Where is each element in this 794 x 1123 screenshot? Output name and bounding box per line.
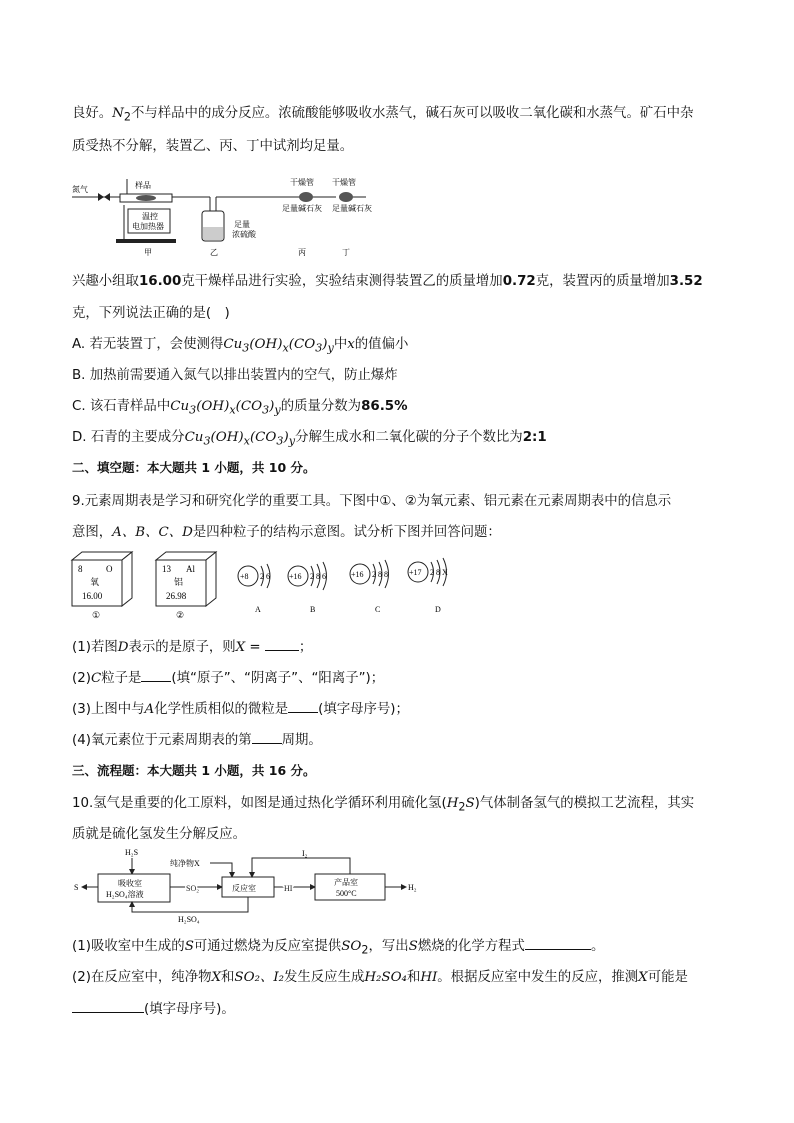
text: 良好。	[72, 106, 113, 121]
h2so4-label: H₂SO₄	[178, 915, 200, 924]
acid-label-1: 足量	[234, 220, 250, 229]
jia-label: 甲	[144, 248, 152, 257]
q9-sub-2	[72, 667, 384, 686]
text: A. 若无装置丁，会使测得	[72, 337, 224, 352]
text: 10.氢气是重要的化工原料，如图是通过热化学循环利用硫化氢(	[72, 796, 447, 811]
text: 不与样品中的成分反应。浓硫酸能够吸收水蒸气，碱石灰可以吸收二氧化碳和水蒸气。矿石中杂	[131, 106, 694, 121]
acid-fill	[203, 227, 223, 240]
text: 。	[590, 939, 605, 954]
text: 兴趣小组取	[72, 274, 139, 289]
heater-label-2: 电加热器	[132, 222, 164, 231]
subscript: 2	[361, 943, 369, 957]
absorber-label-1: 吸收室	[118, 879, 142, 888]
text: 周期。	[281, 733, 322, 748]
nucleus-charge: +8	[240, 572, 249, 581]
answer-blank[interactable]	[265, 636, 299, 651]
nitrogen-label: 氮气	[72, 185, 88, 194]
value: 2:1	[522, 430, 547, 445]
atom-label: B	[310, 605, 316, 614]
element-name: 铝	[174, 577, 184, 587]
formula-part: )	[322, 337, 328, 352]
formula-part: Cu	[184, 430, 204, 445]
electron-shells: 2 8 X	[430, 568, 448, 577]
so2-label: SO₂	[186, 884, 200, 893]
value: 16.00	[138, 274, 182, 289]
var-x: x	[347, 337, 355, 352]
q9-sub-3	[72, 698, 409, 717]
formula: H₂SO₄	[364, 970, 407, 985]
pure-x-label: 纯净物X	[170, 859, 200, 868]
q9-stem-1: 9.元素周期表是学习和研究化学的重要工具。下图中①、②为氧元素、铝元素在元素周期表中的信息示	[72, 494, 672, 509]
subscript: x	[282, 341, 289, 355]
text: =	[245, 640, 265, 655]
element-symbol: O	[106, 564, 113, 574]
q10-stem-2: 质就是硫化氢发生分解反应。	[72, 827, 247, 842]
text: 粒子是	[101, 671, 142, 686]
text: 可能是	[647, 970, 688, 985]
drying-tube-bing	[299, 192, 313, 202]
section-2-heading: 二、填空题：本大题共 1 小题，共 10 分。	[72, 460, 316, 475]
text: (2)	[72, 671, 91, 686]
i2-label: I₂	[302, 849, 308, 858]
formula: S	[465, 796, 475, 811]
subscript: y	[274, 403, 281, 417]
text: 的值偏小	[354, 337, 409, 352]
var: C	[90, 671, 102, 686]
text: 可通过燃烧为反应室提供	[193, 939, 342, 954]
q8-stem-2: 克，下列说法正确的是( )	[72, 306, 230, 321]
process-flow-diagram	[70, 846, 430, 926]
text: (填字母序号)。	[144, 1002, 235, 1017]
intro-line-2: 质受热不分解，装置乙、丙、丁中试剂均足量。	[72, 139, 354, 154]
formula-part: (CO	[249, 430, 277, 445]
formula-cu3	[223, 337, 334, 355]
text: 和	[406, 970, 421, 985]
text: D. 石青的主要成分	[72, 430, 185, 445]
answer-blank[interactable]	[72, 998, 144, 1013]
formula: HI	[420, 970, 438, 985]
text: (3)上图中与	[72, 702, 145, 717]
letters: A、B、C、D	[112, 525, 193, 540]
subscript: y	[327, 341, 334, 355]
sample-label: 样品	[135, 181, 151, 190]
valve-icon	[98, 193, 110, 201]
formula-cu3	[170, 399, 281, 417]
nucleus-charge: +17	[409, 568, 422, 577]
text: C. 该石青样品中	[72, 399, 171, 414]
text: ，写出	[368, 939, 409, 954]
subscript: 3	[276, 434, 284, 448]
atom-a	[238, 564, 270, 614]
atom-label: A	[255, 605, 261, 614]
element-symbol: Al	[186, 564, 195, 574]
subscript: x	[243, 434, 250, 448]
var: D	[117, 640, 129, 655]
formula: SO₂、	[234, 970, 274, 985]
formula-part: )	[283, 430, 289, 445]
text: 和	[221, 970, 235, 985]
text: (4)氧元素位于元素周期表的第	[72, 733, 252, 748]
intro-line-1	[72, 102, 693, 124]
atomic-mass: 26.98	[166, 591, 187, 601]
text: 克，装置丙的质量增加	[535, 274, 670, 289]
text: 克干燥样品进行实验，实验结束测得装置乙的质量增加	[181, 274, 503, 289]
q8-option-b[interactable]: B. 加热前需要通入氮气以排出装置内的空气，防止爆炸	[72, 368, 398, 383]
text: (2)在反应室中，纯净物	[72, 970, 212, 985]
formula-part: (OH)	[196, 399, 230, 414]
atomic-number: 13	[162, 564, 171, 574]
hi-label: HI	[284, 884, 293, 893]
absorber-label-2: H₂SO₄溶液	[106, 890, 144, 899]
text: (1)吸收室中生成的	[72, 939, 185, 954]
sample-boat	[136, 195, 156, 201]
value: 0.72	[502, 274, 536, 289]
text: 的质量分数为	[280, 399, 362, 414]
drying-tube-label-2: 干燥管	[332, 178, 356, 187]
value: 86.5%	[361, 399, 408, 414]
var: A	[144, 702, 155, 717]
reactor-label: 反应室	[232, 884, 256, 893]
subscript: 3	[242, 341, 250, 355]
formula: H	[446, 796, 459, 811]
drying-tube-ding	[339, 192, 353, 202]
var: X	[211, 970, 222, 985]
formula-part: )	[269, 399, 275, 414]
formula-part: (OH)	[210, 430, 244, 445]
atom-d	[408, 558, 448, 614]
q8-stem-1	[72, 270, 703, 289]
q10-sub-1	[72, 935, 604, 957]
var: X	[638, 970, 648, 985]
lime-label-2: 足量碱石灰	[332, 204, 372, 213]
text: 化学性质相似的微粒是	[154, 702, 289, 717]
ding-label: 丁	[342, 248, 350, 257]
value: 3.52	[669, 274, 703, 289]
section-3-heading: 三、流程题：本大题共 1 小题，共 16 分。	[72, 763, 316, 778]
subscript: 3	[189, 403, 197, 417]
q9-sub-4	[72, 729, 322, 748]
atomic-mass: 16.00	[82, 591, 103, 601]
answer-blank[interactable]	[141, 667, 171, 682]
var: S	[184, 939, 194, 954]
stand-base	[116, 239, 176, 243]
drying-tube-label-1: 干燥管	[290, 178, 314, 187]
nucleus-charge: +16	[351, 570, 364, 579]
answer-blank[interactable]	[525, 935, 591, 950]
subscript: 2	[123, 110, 131, 124]
electron-shells: 2 8 8	[372, 570, 388, 579]
formula-part: (CO	[288, 337, 316, 352]
text: 中	[333, 337, 348, 352]
atom-b	[288, 562, 327, 614]
text: 是四种粒子的结构示意图。试分析下图并回答问题：	[192, 525, 501, 540]
atomic-number: 8	[78, 564, 83, 574]
bing-label: 丙	[298, 248, 306, 257]
var: X	[235, 640, 246, 655]
atom-label: D	[435, 605, 441, 614]
box-label: ①	[92, 610, 101, 620]
box-label: ②	[176, 610, 185, 620]
text: 燃烧的化学方程式	[417, 939, 525, 954]
nucleus-charge: +16	[289, 572, 302, 581]
q8-option-d[interactable]	[72, 426, 547, 448]
formula: SO	[341, 939, 362, 954]
heater-label-1: 温控	[142, 212, 158, 221]
text: 发生反应生成	[284, 970, 365, 985]
acid-label-2: 浓硫酸	[232, 230, 256, 239]
text: 表示的是原子，则	[128, 640, 236, 655]
electron-shells: 2 6	[260, 572, 270, 581]
apparatus-diagram	[70, 175, 390, 260]
product-label-1: 产品室	[334, 878, 358, 887]
formula-n2: N	[112, 106, 124, 121]
subscript: 3	[203, 434, 211, 448]
q9-sub-1	[72, 636, 312, 655]
answer-blank[interactable]	[288, 698, 318, 713]
q10-stem-1	[72, 792, 694, 814]
q10-sub-2	[72, 966, 688, 985]
subscript: y	[288, 434, 296, 448]
text: 意图，	[72, 525, 113, 540]
text: ；	[298, 640, 313, 655]
h2-label: H₂	[408, 883, 417, 892]
q8-option-c[interactable]	[72, 395, 408, 417]
element-diagram	[70, 550, 470, 620]
subscript: x	[229, 403, 236, 417]
formula: I₂	[273, 970, 285, 985]
text: (填“原子”、“阴离子”、“阳离子”)；	[171, 671, 385, 686]
atom-c	[350, 560, 389, 614]
formula-part: Cu	[223, 337, 243, 352]
text: (1)若图	[72, 640, 118, 655]
formula-part: Cu	[170, 399, 190, 414]
formula-part: (OH)	[249, 337, 283, 352]
electron-shells: 2 8 6	[310, 572, 326, 581]
lime-label-1: 足量碱石灰	[282, 204, 322, 213]
product-label-2: 500°C	[336, 889, 357, 898]
text: 。根据反应室中发生的反应，推测	[437, 970, 639, 985]
q8-option-a[interactable]	[72, 333, 408, 355]
atom-label: C	[375, 605, 381, 614]
yi-label: 乙	[210, 248, 218, 257]
text: 分解生成水和二氧化碳的分子个数比为	[295, 430, 523, 445]
formula-part: (CO	[235, 399, 263, 414]
q10-sub-2-cont	[72, 998, 235, 1017]
subscript: 3	[315, 341, 323, 355]
formula-cu3	[184, 430, 296, 448]
subscript: 2	[458, 800, 466, 814]
var: S	[408, 939, 418, 954]
answer-blank[interactable]	[252, 729, 282, 744]
text: )气体制备氢气的模拟工艺流程，其实	[474, 796, 695, 811]
text: (填字母序号)；	[318, 702, 409, 717]
h2s-label: H₂S	[125, 848, 139, 857]
q9-stem-2	[72, 521, 501, 540]
subscript: 3	[262, 403, 270, 417]
s-label: S	[74, 883, 79, 892]
element-name: 氧	[90, 577, 100, 587]
